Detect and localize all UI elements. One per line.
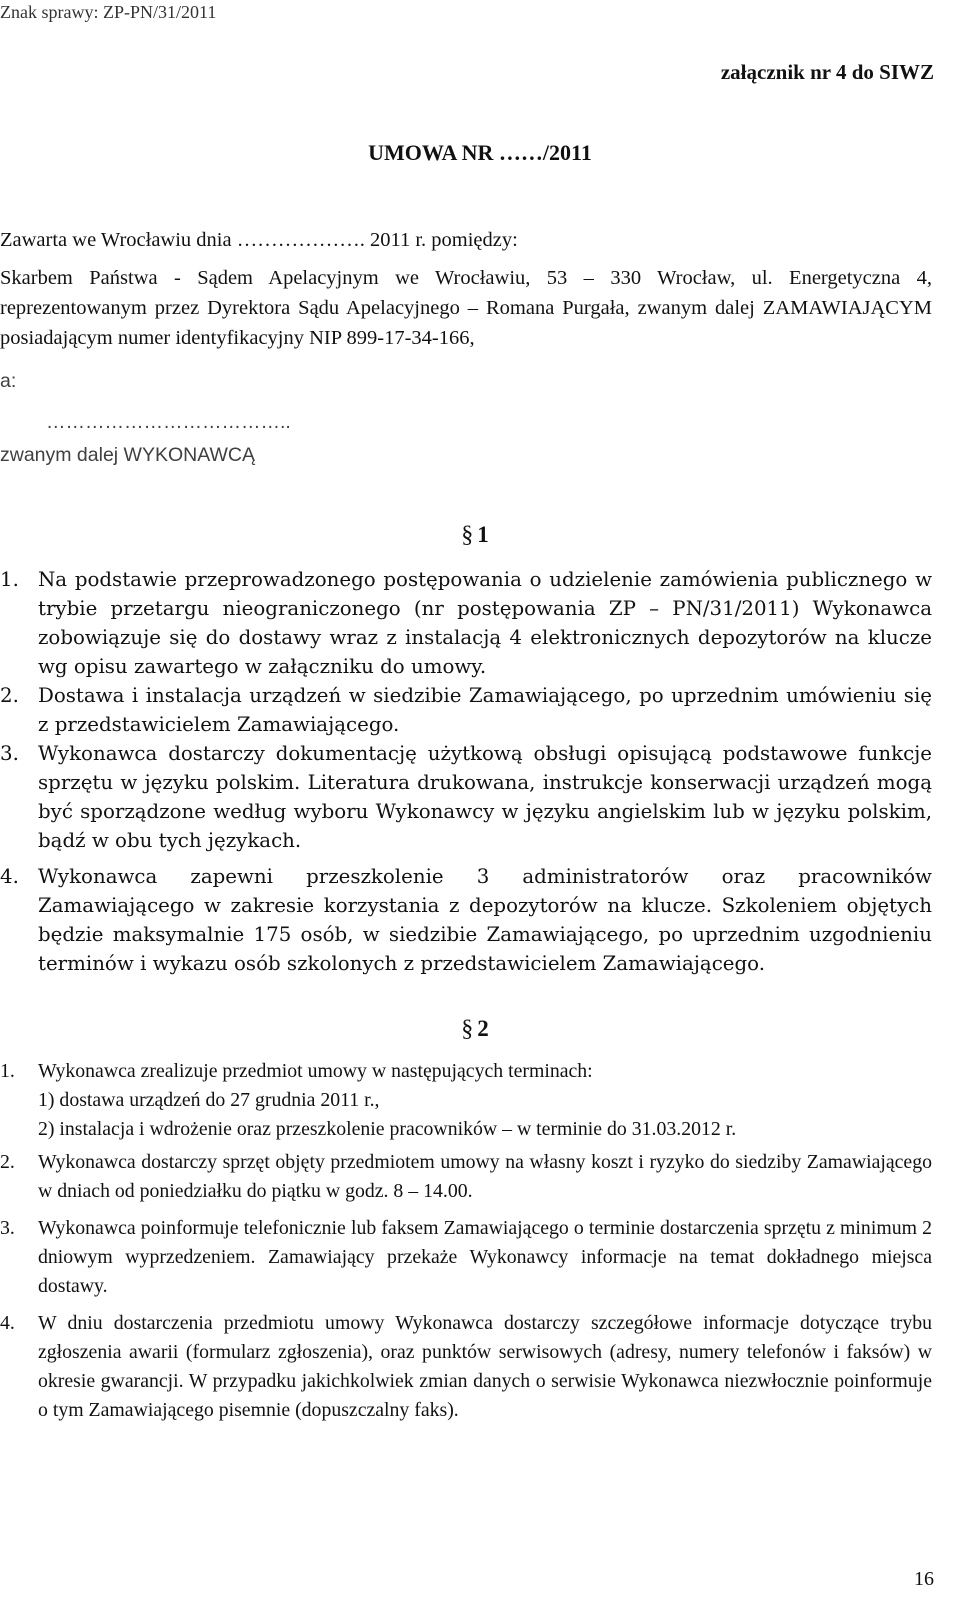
- party-separator: a:: [0, 370, 17, 392]
- concluded-line: Zawarta we Wrocławiu dnia ………………. 2011 r. pomiędzy:: [0, 229, 518, 251]
- list-item: 3. Wykonawca dostarczy dokumentację użytkową obsługi opisującą podstawowe funkcje sprzętu w języku polskim. Literatura drukowana, instrukcje konserwacji urządzeń mogą być sporządzone według wyboru Wykonawcy w języku angielskim lub w języku polskim, bądź w obu tych językach.: [0, 742, 932, 852]
- section-1-heading: [0, 522, 950, 549]
- page-number: 16: [914, 1568, 934, 1590]
- list-item: 1. Na podstawie przeprowadzonego postępowania o udzielenie zamówienia publicznego w trybie przetargu nieograniczonego (nr postępowania ZP – PN/31/2011) Wykonawca zobowiązuje się do dostawy wraz z instalacją 4 elektronicznych depozytorów na klucze wg opisu zawartego w załączniku do umowy.: [0, 568, 932, 678]
- section-symbol: §: [461, 1016, 474, 1042]
- sub-list-item: 1) dostawa urządzeń do 27 grudnia 2011 r.,: [38, 1089, 380, 1111]
- case-reference: Znak sprawy: ZP-PN/31/2011: [0, 2, 217, 22]
- contractor-label: zwanym dalej WYKONAWCĄ: [0, 444, 255, 466]
- contract-title: UMOWA NR ……/2011: [368, 140, 592, 165]
- party-2-placeholder: ………………………………..: [46, 411, 291, 433]
- sub-list: [38, 1086, 932, 1144]
- section-number: 1: [477, 522, 489, 547]
- list-item: 3. Wykonawca poinformuje telefonicznie lub faksem Zamawiającego o terminie dostarczenia sprzętu z minimum 2 dniowym wyprzedzeniem. Zamawiający przekaże Wykonawcy informacje na temat dokładnego miejsca dostawy.: [0, 1217, 932, 1297]
- section-symbol: §: [461, 522, 474, 548]
- section-1-list: [0, 565, 932, 978]
- section-2-list: [0, 1057, 932, 1425]
- sub-list-item: 2) instalacja i wdrożenie oraz przeszkolenie pracowników – w terminie do 31.03.2012 r.: [38, 1118, 737, 1140]
- section-number: 2: [477, 1016, 489, 1041]
- list-item: 2. Wykonawca dostarczy sprzęt objęty przedmiotem umowy na własny koszt i ryzyko do siedziby Zamawiającego w dniach od poniedziałku do piątku w godz. 8 – 14.00.: [0, 1151, 932, 1202]
- list-item: 4. Wykonawca zapewni przeszkolenie 3 administratorów oraz pracowników Zamawiającego w zakresie korzystania z depozytorów na klucze. Szkoleniem objętych będzie maksymalnie 175 osób, w siedzibie Zamawiającego, po uprzednim uzgodnieniu terminów i wykazu osób szkolonych z przedstawicielem Zamawiającego.: [0, 865, 932, 975]
- party-1-description: Skarbem Państwa - Sądem Apelacyjnym we Wrocławiu, 53 – 330 Wrocław, ul. Energetyczna 4, reprezentowanym przez Dyrektora Sądu Apelacyjnego – Romana Purgała, zwanym dalej ZAMAWIAJĄCYM posiadającym numer identyfikacyjny NIP 899-17-34-166,: [0, 267, 932, 349]
- list-item: 2. Dostawa i instalacja urządzeń w siedzibie Zamawiającego, po uprzednim umówieniu się z przedstawicielem Zamawiającego.: [0, 684, 932, 736]
- section-2-heading: [0, 1016, 950, 1043]
- list-item: 4. W dniu dostarczenia przedmiotu umowy Wykonawca dostarczy szczegółowe informacje dotyczące trybu zgłoszenia awarii (formularz zgłoszenia), oraz punktów serwisowych (adresy, numery telefonów i faksów) w okresie gwarancji. W przypadku jakichkolwiek zmian danych o serwisie Wykonawca niezwłocznie poinformuje o tym Zamawiającego pisemnie (dopuszczalny faks).: [0, 1312, 932, 1421]
- attachment-label: załącznik nr 4 do SIWZ: [720, 60, 934, 84]
- list-item: 1. Wykonawca zrealizuje przedmiot umowy w następujących terminach: 1) dostawa urządzeń do 27 grudnia 2011 r., 2) instalacja i wdrożenie oraz przeszkolenie pracowników – w terminie do 31.03.2012 r.: [0, 1057, 932, 1144]
